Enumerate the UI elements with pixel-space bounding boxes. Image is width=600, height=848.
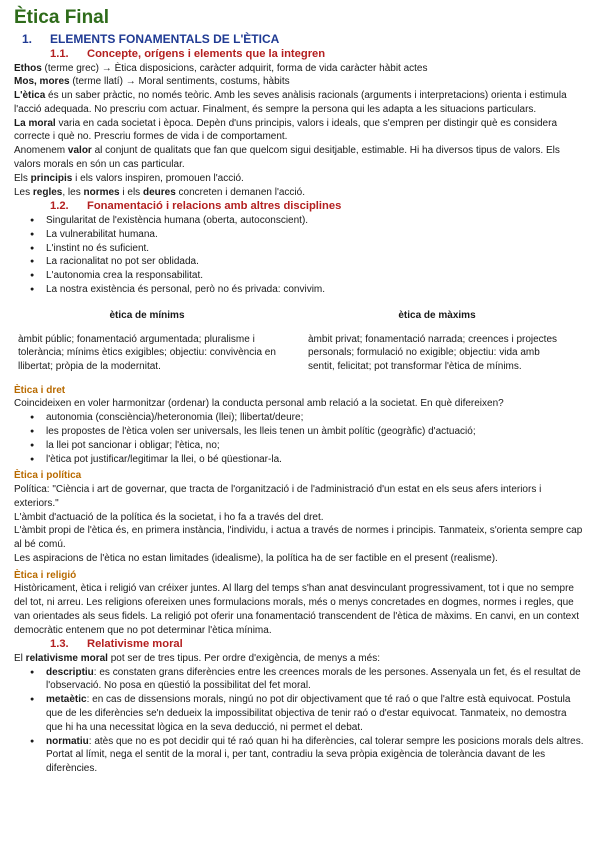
- politica-p4: Les aspiracions de l'ètica no estan limitades (idealisme), la política ha de ser factible en el present (realisme).: [14, 552, 498, 564]
- subsection-1-1-title: Concepte, orígens i elements que la integren: [87, 48, 326, 60]
- list-item: [46, 693, 586, 734]
- relativisme-intro: [14, 652, 586, 666]
- section-1-heading: [14, 32, 586, 47]
- subsection-1-2-number: 1.2.: [50, 200, 69, 213]
- paragraph-mos: [14, 75, 586, 89]
- maxims-header: ètica de màxims: [398, 309, 476, 321]
- term-descriptiu: descriptiu: [46, 666, 94, 678]
- paragraph-regles: [14, 186, 586, 200]
- paragraph-mos-text: (terme llatí) → Moral sentiments, costums, hàbits: [69, 76, 290, 88]
- paragraph-principis-text: i els valors inspiren, promouen l'acció.: [72, 172, 244, 184]
- list-item: [46, 666, 586, 694]
- subsection-1-1-heading: [14, 47, 586, 62]
- document-title: Ètica Final: [14, 7, 110, 28]
- term-deures: deures: [142, 186, 176, 198]
- fonamentacio-list: [14, 214, 586, 297]
- minims-maxims-table: [14, 309, 586, 374]
- list-item: ● Singularitat de l'existència humana (oberta, autoconscient).: [46, 214, 586, 228]
- descriptiu-text: : es constaten grans diferències entre les creences morals de les persones. Assenyala un fet, és el resultat de l'observació. No posa en qüestió la possibilitat del fet moral.: [46, 666, 581, 692]
- normatiu-text: : atès que no es pot decidir qui té raó quan hi ha diferències, cal tolerar sempre les posicions morals dels altres. Portat al límit, nega el sentit de la moral i, per tant, contradiu la seva pròpia exigència de tolerància davant de les diferències.: [46, 735, 584, 775]
- paragraph-ethos-text: (terme grec) → Ètica disposicions, caràcter adquirit, forma de vida caràcter hàbit actes: [41, 62, 428, 74]
- list-item: ● L'autonomia crea la responsabilitat.: [46, 269, 586, 283]
- politica-heading: Ètica i política: [14, 470, 82, 482]
- section-1-title: ELEMENTS FONAMENTALS DE L'ÈTICA: [50, 32, 280, 46]
- metaetic-text: : en cas de dissensions morals, ningú no pot dir objectivament que té raó o que l'altre està equivocat. Postula que de les diferències se'n dedueix la impossibilitat objectiva de tenir raó o d'estar equivocat. Tanmateix, no demostra que hi ha una necessitat lògica en la seva deducció, ni permet el debat.: [46, 694, 571, 733]
- list-item: ● l'ètica pot justificar/legitimar la llei, o bé qüestionar-la.: [46, 453, 586, 467]
- dret-intro: Coincideixen en voler harmonitzar (ordenar) la conducta personal amb relació a la societat. En què difereixen?: [14, 398, 504, 410]
- list-item: ● L'instint no és suficient.: [46, 242, 586, 256]
- politica-p1: Política: "Ciència i art de governar, que tracta de l'organització i de l'administració d'un estat en els seus afers interiors i exteriors.": [14, 483, 542, 509]
- maxims-text: àmbit privat; fonamentació narrada; creences i projectes personals; formulació no exigible; objectiu: vida amb sentit, felicitat; pot transformar l'ètica de mínims.: [308, 333, 558, 373]
- politica-p3: L'àmbit propi de l'ètica és, en primera instància, l'individu, i actua a través de normes i principis. Tanmateix, s'orienta sempre cap al bé comú.: [14, 525, 583, 551]
- term-moral: La moral: [14, 117, 56, 129]
- religio-p1: Històricament, ètica i religió van créixer juntes. Al llarg del temps s'han anat desvinculant progressivament, tot i que no sempre del tot, ni arreu. Les religions ofereixen unes formulacions morals, més o menys concretades en dogmes, normes i regles, que van orientades als seus fidels. La religió pot oferir una fonamentació transcendent de l'ètica de màxims. En canvi, en un context democràtic entenem que no pot determinar l'ètica mínima.: [14, 583, 580, 636]
- term-metaetic: metaètic: [46, 694, 87, 706]
- minims-text: àmbit públic; fonamentació argumentada; pluralisme i tolerància; mínims ètics exigibles; objectiu: convivència en llibertat; pròpia de la modernitat.: [18, 333, 276, 373]
- paragraph-etica-text: és un saber pràctic, no només teòric. Amb les seves anàlisis racionals (arguments i interpretacions) orienta i estimula l'acció adequada. No prescriu com actuar. Finalment, és sempre la persona qui les adapta a les situacions particulars.: [14, 90, 567, 115]
- term-mos: Mos, mores: [14, 76, 70, 88]
- section-1-number: 1.: [22, 32, 33, 46]
- relativisme-pre: El: [14, 652, 26, 664]
- paragraph-valor-pre: Anomenem: [14, 145, 68, 157]
- maxims-column: [300, 309, 586, 374]
- paragraph-valor-text: al conjunt de qualitats que fan que quelcom sigui desitjable, estimable. Hi ha diversos tipus de valors. Els valors morals en són un cas particular.: [14, 145, 560, 171]
- dret-list: [14, 411, 586, 466]
- paragraph-regles-pre: Les: [14, 186, 33, 198]
- paragraph-principis: [14, 172, 586, 186]
- paragraph-regles-mid2: i els: [119, 186, 143, 198]
- relativisme-list: [14, 666, 586, 776]
- list-item: ● La vulnerabilitat humana.: [46, 228, 586, 242]
- dret-heading: Ètica i dret: [14, 384, 66, 396]
- relativisme-text: pot ser de tres tipus. Per ordre d'exigència, de menys a més:: [107, 652, 380, 664]
- paragraph-regles-mid1: , les: [62, 186, 84, 198]
- term-ethos: Ethos: [14, 62, 42, 74]
- politica-p2: L'àmbit d'actuació de la política és la societat, i ho fa a través del dret.: [14, 511, 324, 523]
- term-relativisme: relativisme moral: [25, 652, 108, 664]
- subsection-1-1-number: 1.1.: [50, 48, 69, 60]
- subsection-1-2-title: Fonamentació i relacions amb altres disciplines: [87, 200, 342, 213]
- paragraph-ethos: [14, 62, 586, 76]
- term-normes: normes: [83, 186, 120, 198]
- minims-column: [14, 309, 300, 374]
- religio-heading: Ètica i religió: [14, 569, 77, 581]
- paragraph-regles-text: concreten i demanen l'acció.: [175, 186, 305, 198]
- subsection-1-3-title: Relativisme moral: [87, 638, 183, 651]
- list-item: ● la llei pot sancionar i obligar; l'ètica, no;: [46, 439, 586, 453]
- paragraph-valor: [14, 144, 586, 172]
- paragraph-moral: [14, 117, 586, 145]
- list-item: ● les propostes de l'ètica volen ser universals, les lleis tenen un àmbit polític (geogràfic) d'actuació;: [46, 425, 586, 439]
- list-item: ● La nostra existència és personal, però no és privada: convivim.: [46, 283, 586, 297]
- term-regles: regles: [32, 186, 63, 198]
- list-item: ● autonomia (consciència)/heteronomia (llei); llibertat/deure;: [46, 411, 586, 425]
- list-item: [46, 735, 586, 776]
- term-normatiu: normatiu: [46, 735, 89, 747]
- term-principis: principis: [30, 172, 73, 184]
- term-valor: valor: [67, 145, 92, 157]
- list-item: ● La racionalitat no pot ser oblidada.: [46, 255, 586, 269]
- paragraph-principis-pre: Els: [14, 172, 31, 184]
- subsection-1-2-heading: [14, 199, 586, 214]
- paragraph-etica: [14, 89, 586, 117]
- subsection-1-3-heading: [14, 637, 586, 652]
- term-etica: L'ètica: [14, 90, 46, 102]
- minims-header: ètica de mínims: [109, 309, 185, 321]
- subsection-1-3-number: 1.3.: [50, 638, 69, 651]
- paragraph-moral-text: varia en cada societat i època. Depèn d'uns principis, valors i ideals, que s'empren per distingir què es considera correcte i què no. Prescriu formes de vida i de comportament.: [14, 117, 558, 143]
